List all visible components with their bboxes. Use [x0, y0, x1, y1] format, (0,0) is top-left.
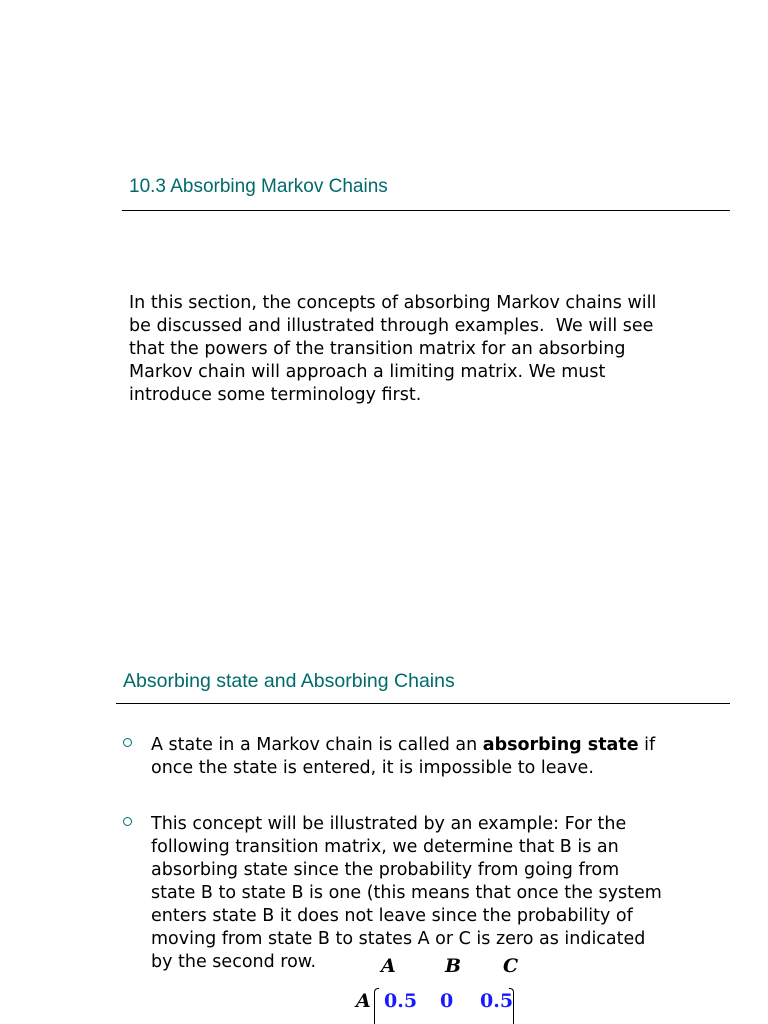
bullet-line: absorbing state since the probability from going from [151, 860, 620, 880]
intro-paragraph [129, 292, 729, 407]
intro-line: introduce some terminology first. [129, 385, 422, 405]
bullet-line [151, 734, 731, 757]
intro-line: In this section, the concepts of absorbing Markov chains will [129, 293, 657, 313]
bullet-line: state B to state B is one (this means that once the system [151, 883, 662, 903]
bullet-line: This concept will be illustrated by an example: For the [151, 814, 627, 834]
bullet-absorbing-state [151, 734, 731, 780]
matrix-col-header-a: A [381, 955, 396, 977]
bullet-line: following transition matrix, we determine that B is an [151, 837, 619, 857]
bullet-line: enters state B it does not leave since the probability of [151, 906, 633, 926]
intro-line: Markov chain will approach a limiting matrix. We must [129, 362, 606, 382]
subsection-title: Absorbing state and Absorbing Chains [123, 670, 455, 692]
bullet-example [151, 813, 731, 974]
section-title: 10.3 Absorbing Markov Chains [129, 176, 388, 197]
bullet-text: A state in a Markov chain is called an [151, 735, 483, 755]
matrix-cell: 0 [440, 990, 454, 1012]
subsection-divider [116, 703, 730, 704]
term-absorbing-state: absorbing state [482, 735, 639, 755]
bullet-line: moving from state B to states A or C is zero as indicated [151, 929, 646, 949]
matrix-row-label-a: A [356, 990, 371, 1012]
matrix-cell: 0.5 [480, 990, 514, 1012]
bullet-circle-icon [123, 738, 132, 747]
bullet-circle-icon [123, 817, 132, 826]
bullet-line: by the second row. [151, 952, 317, 972]
matrix-left-bracket [374, 988, 379, 1024]
matrix-col-header-b: B [445, 955, 462, 977]
intro-line: that the powers of the transition matrix for an absorbing [129, 339, 626, 359]
bullet-text: if [638, 735, 656, 755]
matrix-right-bracket [509, 988, 514, 1024]
intro-line: be discussed and illustrated through examples. We will see [129, 316, 654, 336]
matrix-col-header-c: C [503, 955, 519, 977]
matrix-cell: 0.5 [384, 990, 418, 1012]
bullet-line: once the state is entered, it is impossible to leave. [151, 758, 594, 778]
title-divider [122, 210, 730, 211]
